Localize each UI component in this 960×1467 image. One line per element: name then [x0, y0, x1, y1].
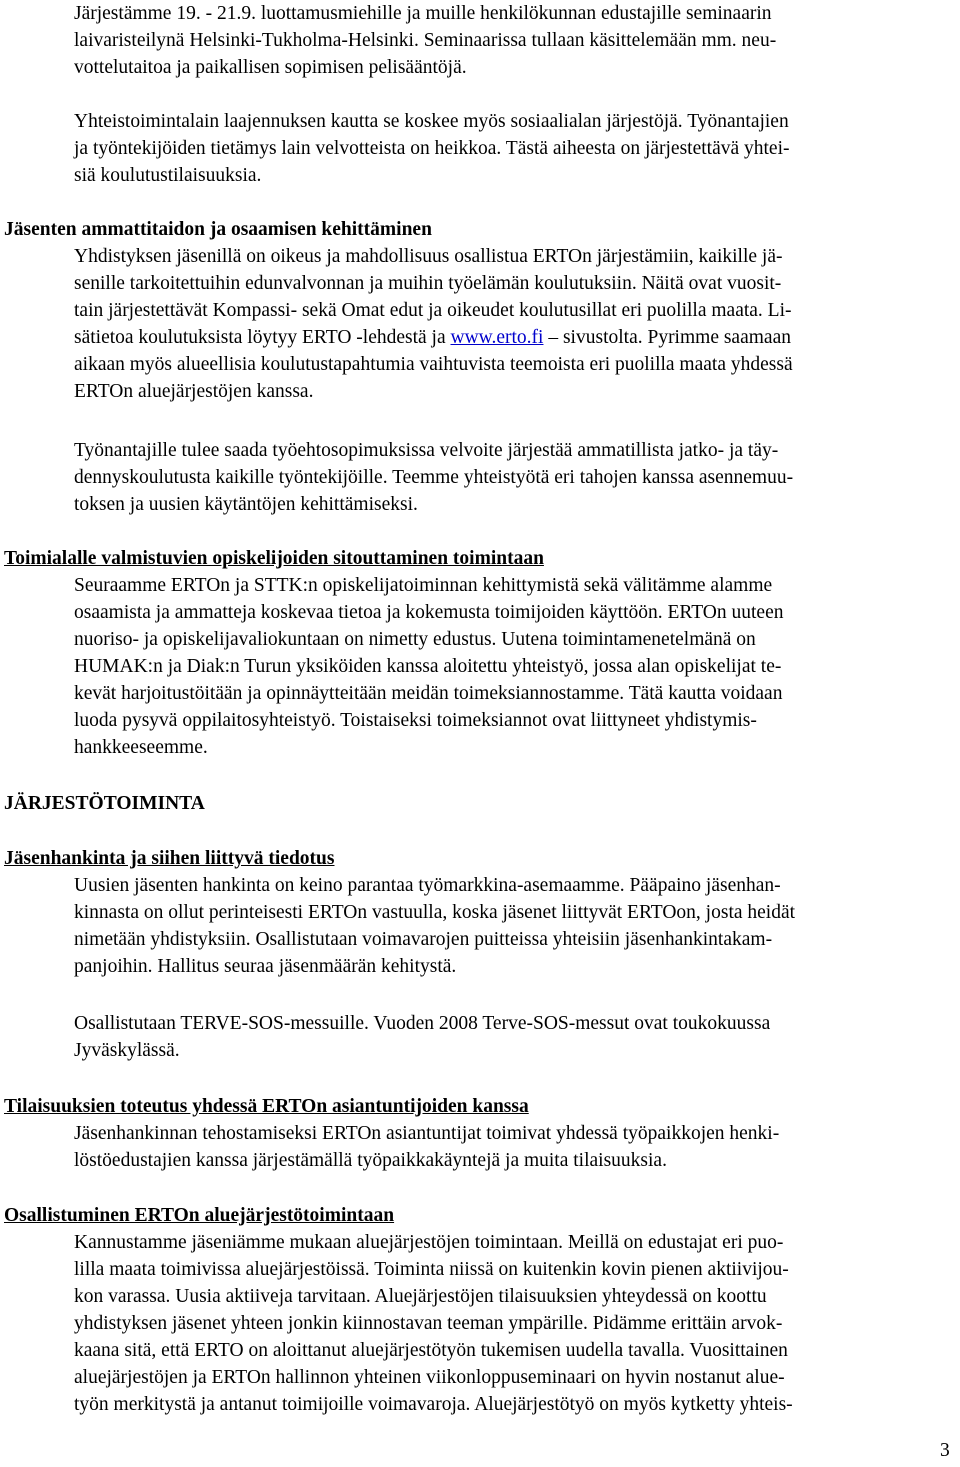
text-line: nimetään yhdistyksiin. Osallistutaan voimavarojen puitteissa yhteisiin jäsenhankintakam- [74, 929, 773, 950]
text-fragment: – sivustolta. Pyrimme saamaan [543, 327, 791, 348]
erto-website-link[interactable]: www.erto.fi [450, 327, 544, 348]
text-line: Kannustamme jäseniämme mukaan aluejärjestöjen toimintaan. Meillä on edustajat eri puo- [74, 1232, 784, 1253]
section-title-jarjestotoiminta: JÄRJESTÖTOIMINTA [4, 793, 205, 814]
heading-aluejarjesto: Osallistuminen ERTOn aluejärjestötoimintaan [4, 1205, 395, 1226]
text-line: siä koulutustilaisuuksia. [74, 165, 262, 186]
heading-opiskelijat: Toimialalle valmistuvien opiskelijoiden sitouttaminen toimintaan [4, 548, 544, 569]
text-line: Osallistutaan TERVE-SOS-messuille. Vuoden 2008 Terve-SOS-messut ovat toukokuussa [74, 1013, 771, 1034]
text-line: kon varassa. Uusia aktiiveja tarvitaan. Aluejärjestöjen tilaisuuksien yhteydessä on koottu [74, 1286, 767, 1307]
text-line: ERTOn aluejärjestöjen kanssa. [74, 381, 314, 402]
heading-jasenhankinta: Jäsenhankinta ja siihen liittyvä tiedotus [4, 848, 335, 869]
intro-paragraph [74, 0, 958, 81]
text-line: Yhteistoimintalain laajennuksen kautta se koskee myös sosiaalialan järjestöjä. Työnantajien [74, 111, 789, 132]
text-line: Jyväskylässä. [74, 1040, 180, 1061]
text-line: dennyskoulutusta kaikille työntekijöille. Teemme yhteistyötä eri tahojen kanssa asennemuu- [74, 467, 794, 488]
opiskelijat-paragraph [74, 572, 958, 761]
text-line: Uusien jäsenten hankinta on keino parantaa työmarkkina-asemaamme. Pääpaino jäsenhan- [74, 875, 781, 896]
text-line: laivaristeilynä Helsinki-Tukholma-Helsinki. Seminaarissa tullaan käsittelemään mm. neu- [74, 30, 777, 51]
text-line: löstöedustajien kanssa järjestämällä työpaikkakäyntejä ja muita tilaisuuksia. [74, 1150, 667, 1171]
text-line: Seuraamme ERTOn ja STTK:n opiskelijatoiminnan kehittymistä sekä välitämme alamme [74, 575, 773, 596]
jasenhankinta-paragraph [74, 872, 958, 980]
page-number: 3 [940, 1440, 950, 1461]
text-line: kinnasta on ollut perinteisesti ERTOn vastuulla, koska jäsenet liittyvät ERTOon, josta heidät [74, 902, 796, 923]
text-line: nuoriso- ja opiskelijavaliokuntaan on nimetty edustus. Uutena toimintamenetelmänä on [74, 629, 756, 650]
aluejarjesto-paragraph [74, 1229, 958, 1418]
heading-jasenten-kehittaminen: Jäsenten ammattitaidon ja osaamisen kehittäminen [4, 219, 432, 240]
terve-sos-paragraph [74, 1010, 958, 1064]
text-line: aluejärjestöjen ja ERTOn hallinnon yhteinen viikonloppuseminaari on hyvin nostanut alue- [74, 1367, 785, 1388]
text-fragment: sätietoa koulutuksista löytyy ERTO -lehdestä ja [74, 327, 451, 348]
tilaisuudet-paragraph [74, 1120, 958, 1174]
text-line: yhdistyksen jäsenet yhteen jonkin kiinnostavan teeman ympärille. Pidämme erittäin arvok- [74, 1313, 783, 1334]
text-line: Järjestämme 19. - 21.9. luottamusmiehille ja muille henkilökunnan edustajille seminaarin [74, 3, 772, 24]
text-line: toksen ja uusien käytäntöjen kehittämiseksi. [74, 494, 418, 515]
jasenten-kehittaminen-paragraph [74, 243, 958, 405]
text-line: työn merkitystä ja antanut toimijoille voimavaroja. Aluejärjestötyö on myös kytketty yhteis- [74, 1394, 793, 1415]
text-line: lilla maata toimivissa aluejärjestöissä. Toiminta niissä on kuitenkin kovin pienen aktiivijou- [74, 1259, 789, 1280]
text-line: hankkeeseemme. [74, 737, 208, 758]
yhteistoiminta-paragraph [74, 108, 958, 189]
text-line: osaamista ja ammatteja koskevaa tietoa ja kokemusta toimijoiden käyttöön. ERTOn uuteen [74, 602, 784, 623]
text-line: aikaan myös alueellisia koulutustapahtumia vaihtuvista teemoista eri puolilla maata yhdessä [74, 354, 793, 375]
text-line: HUMAK:n ja Diak:n Turun yksiköiden kanssa aloitettu yhteistyö, jossa alan opiskelijat te- [74, 656, 782, 677]
text-line: Työnantajille tulee saada työehtosopimuksissa velvoite järjestää ammatillista jatko- ja täy- [74, 440, 779, 461]
tyonantajat-paragraph [74, 437, 958, 518]
text-line: kevät harjoitustöitään ja opinnäytteitään meidän toimeksiannostamme. Tätä kautta voidaan [74, 683, 783, 704]
text-line: senille tarkoitettuihin edunvalvonnan ja muihin työelämän koulutuksiin. Näitä ovat vuosit- [74, 273, 782, 294]
text-line: panjoihin. Hallitus seuraa jäsenmäärän kehitystä. [74, 956, 457, 977]
text-line: vottelutaitoa ja paikallisen sopimisen pelisääntöjä. [74, 57, 467, 78]
text-line [74, 324, 958, 351]
text-line: luoda pysyvä oppilaitosyhteistyö. Toistaiseksi toimeksiannot ovat liittyneet yhdistymis- [74, 710, 757, 731]
text-line: kaana sitä, että ERTO on aloittanut aluejärjestötyön tukemisen uudella tavalla. Vuosittainen [74, 1340, 788, 1361]
text-line: Yhdistyksen jäsenillä on oikeus ja mahdollisuus osallistua ERTOn järjestämiin, kaikille jä- [74, 246, 783, 267]
text-line: Jäsenhankinnan tehostamiseksi ERTOn asiantuntijat toimivat yhdessä työpaikkojen henki- [74, 1123, 780, 1144]
heading-tilaisuudet: Tilaisuuksien toteutus yhdessä ERTOn asiantuntijoiden kanssa [4, 1096, 529, 1117]
text-line: ja työntekijöiden tietämys lain velvotteista on heikkoa. Tästä aiheesta on järjestettävä yhtei- [74, 138, 790, 159]
text-line: tain järjestettävät Kompassi- sekä Omat edut ja oikeudet koulutusillat eri puolilla maata. Li- [74, 300, 792, 321]
